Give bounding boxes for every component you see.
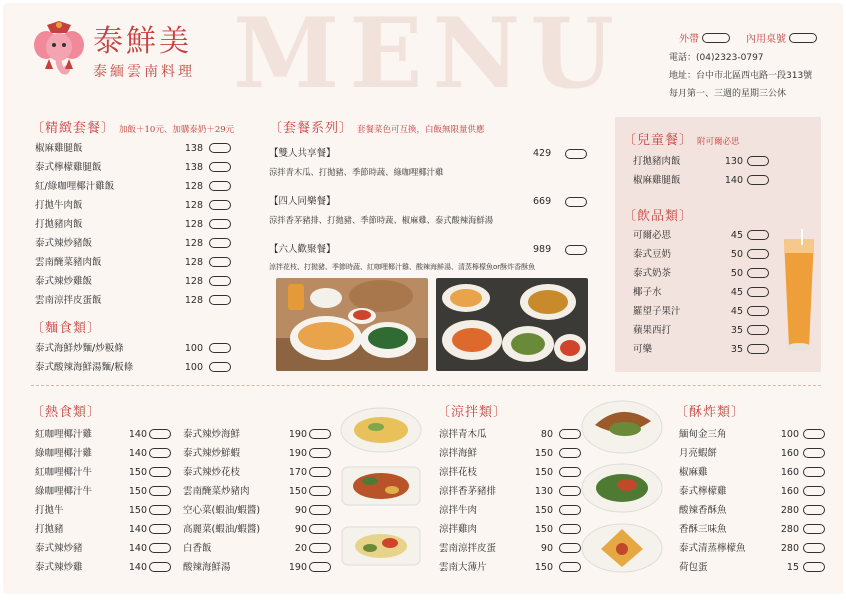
item-name: 泰式辣炒雞飯 <box>35 276 93 287</box>
item-name: 雲南醃菜炒豬肉 <box>183 486 250 497</box>
item-price: 150 <box>128 486 147 497</box>
item-price: 150 <box>534 448 553 459</box>
set-meals-section <box>31 117 236 310</box>
order-checkbox[interactable] <box>559 429 581 439</box>
order-checkbox[interactable] <box>747 230 769 240</box>
item-name: 雲南大薄片 <box>439 562 487 573</box>
drinks-section <box>623 205 813 359</box>
menu-item[interactable] <box>31 234 236 253</box>
item-name: 緬甸金三角 <box>679 429 727 440</box>
item-name: 涼拌香茅豬排 <box>439 486 497 497</box>
order-checkbox[interactable] <box>149 448 171 458</box>
combo-name: 【六人歡聚餐】 <box>269 244 336 255</box>
item-price: 100 <box>780 429 799 440</box>
item-name: 酸辣香酥魚 <box>679 505 727 516</box>
item-name: 泰式辣炒雞 <box>35 562 83 573</box>
menu-item[interactable] <box>183 501 333 520</box>
item-name: 泰式辣炒豬 <box>35 543 83 554</box>
item-name: 涼拌牛肉 <box>439 505 478 516</box>
order-checkbox[interactable] <box>149 467 171 477</box>
item-price: 160 <box>780 448 799 459</box>
set-meal-list <box>31 139 236 310</box>
noodle-list <box>31 339 236 377</box>
menu-item[interactable] <box>183 463 333 482</box>
combo-photo-two <box>436 278 588 371</box>
item-name: 打拋豬肉飯 <box>633 156 681 167</box>
menu-item[interactable] <box>183 425 333 444</box>
section-title: 〔熱食類〕 <box>31 405 102 420</box>
menu-item[interactable] <box>623 264 813 283</box>
order-checkbox[interactable] <box>149 524 171 534</box>
menu-item[interactable] <box>623 302 813 321</box>
order-checkbox[interactable] <box>747 175 769 185</box>
item-price: 280 <box>780 543 799 554</box>
section-note: 加飯＋10元、加購泰奶＋29元 <box>119 125 235 135</box>
order-checkbox[interactable] <box>559 505 581 515</box>
combo-section <box>269 117 599 280</box>
item-price: 128 <box>184 181 203 192</box>
menu-item[interactable] <box>623 152 813 171</box>
item-name: 可爾必思 <box>633 230 672 241</box>
item-name: 綠咖哩椰汁雞 <box>35 448 93 459</box>
item-name: 泰式辣炒豬飯 <box>35 238 93 249</box>
stir-fry-dish-photo <box>340 463 422 509</box>
section-title: 〔兒童餐〕 附可爾必思 <box>623 133 740 148</box>
menu-item[interactable] <box>439 520 597 539</box>
menu-item[interactable] <box>439 444 597 463</box>
order-checkbox[interactable] <box>559 486 581 496</box>
item-price: 128 <box>184 295 203 306</box>
menu-item[interactable] <box>679 558 825 577</box>
drink-list <box>623 226 813 359</box>
order-checkbox[interactable] <box>803 524 825 534</box>
menu-item[interactable] <box>679 444 825 463</box>
order-checkbox[interactable] <box>309 524 331 534</box>
item-price: 150 <box>534 562 553 573</box>
combo-name: 【四人同樂餐】 <box>269 196 336 207</box>
order-checkbox[interactable] <box>309 448 331 458</box>
menu-page <box>3 3 843 594</box>
salad-dish-photo <box>581 463 663 513</box>
order-checkbox[interactable] <box>803 467 825 477</box>
order-checkbox[interactable] <box>149 486 171 496</box>
item-price: 190 <box>288 429 307 440</box>
item-price: 160 <box>780 486 799 497</box>
order-checkbox[interactable] <box>559 448 581 458</box>
section-title: 〔飲品類〕 <box>623 209 694 224</box>
item-price: 280 <box>780 524 799 535</box>
item-price: 45 <box>730 230 743 241</box>
hot-dishes-section <box>31 401 331 573</box>
menu-item[interactable] <box>439 558 597 577</box>
kids-list <box>623 152 813 190</box>
order-checkbox[interactable] <box>747 306 769 316</box>
order-checkbox[interactable] <box>209 238 231 248</box>
salad-section <box>437 401 597 573</box>
item-name: 蘋果西打 <box>633 325 672 336</box>
item-price: 80 <box>540 429 553 440</box>
item-name: 羅望子果汁 <box>633 306 681 317</box>
order-checkbox[interactable] <box>747 249 769 259</box>
section-note: 套餐菜色可互換，白飯無限量供應 <box>357 125 485 135</box>
item-name: 泰式辣炒海鮮 <box>183 429 241 440</box>
item-price: 150 <box>288 486 307 497</box>
fried-list <box>679 425 825 577</box>
item-price: 128 <box>184 219 203 230</box>
menu-item[interactable] <box>35 501 175 520</box>
item-price: 140 <box>128 543 147 554</box>
item-name: 香酥三味魚 <box>679 524 727 535</box>
menu-item[interactable] <box>679 425 825 444</box>
combo-list <box>269 144 599 280</box>
item-price: 90 <box>540 543 553 554</box>
item-price: 140 <box>128 562 147 573</box>
order-checkbox[interactable] <box>565 149 587 159</box>
takeout-label: 外帶 <box>679 34 699 45</box>
combo-desc: 涼拌香茅豬排、打拋豬、季節時蔬、椒麻雞、泰式酸辣海鮮湯 <box>269 215 494 225</box>
order-checkbox[interactable] <box>803 448 825 458</box>
brand-subtitle: 泰緬雲南料理 <box>93 64 195 80</box>
order-checkbox[interactable] <box>565 197 587 207</box>
combo-price: 429 <box>533 148 552 159</box>
item-name: 泰式豆奶 <box>633 249 672 260</box>
item-price: 50 <box>730 268 743 279</box>
order-type <box>679 30 833 45</box>
item-name: 月亮蝦餅 <box>679 448 718 459</box>
item-price: 90 <box>294 524 307 535</box>
item-price: 138 <box>184 162 203 173</box>
order-checkbox[interactable] <box>149 562 171 572</box>
menu-item[interactable] <box>679 463 825 482</box>
menu-item[interactable] <box>31 177 236 196</box>
menu-item[interactable] <box>31 291 236 310</box>
item-name: 椒麻雞 <box>679 467 708 478</box>
menu-item[interactable] <box>183 558 333 577</box>
item-name: 荷包蛋 <box>679 562 708 573</box>
menu-item[interactable] <box>31 272 236 291</box>
menu-item[interactable] <box>439 425 597 444</box>
item-price: 15 <box>786 562 799 573</box>
takeout-checkbox[interactable] <box>702 33 730 43</box>
item-name: 泰式檸檬雞腿飯 <box>35 162 102 173</box>
hot-dishes-column-1 <box>35 425 175 577</box>
curry-dish-photo <box>340 407 422 453</box>
item-price: 128 <box>184 200 203 211</box>
combo-name: 【雙人共享餐】 <box>269 148 336 159</box>
order-checkbox[interactable] <box>209 219 231 229</box>
order-checkbox[interactable] <box>747 287 769 297</box>
menu-item[interactable] <box>35 425 175 444</box>
item-price: 35 <box>730 325 743 336</box>
item-price: 150 <box>128 505 147 516</box>
menu-item[interactable] <box>35 558 175 577</box>
item-name: 雲南醃菜豬肉飯 <box>35 257 102 268</box>
item-name: 泰式酸辣海鮮湯麵/粄條 <box>35 362 134 373</box>
item-price: 190 <box>288 562 307 573</box>
item-name: 紅/綠咖哩椰汁雞飯 <box>35 181 115 192</box>
menu-item[interactable] <box>31 196 236 215</box>
menu-item[interactable] <box>31 358 236 377</box>
menu-item[interactable] <box>35 444 175 463</box>
item-name: 涼拌花枝 <box>439 467 478 478</box>
item-name: 白香飯 <box>183 543 212 554</box>
menu-item[interactable] <box>623 321 813 340</box>
order-checkbox[interactable] <box>209 181 231 191</box>
item-name: 打拋豬 <box>35 524 64 535</box>
combo-photo-one <box>276 278 428 371</box>
order-checkbox[interactable] <box>803 486 825 496</box>
menu-item[interactable] <box>31 339 236 358</box>
combo-item[interactable] <box>269 192 599 240</box>
item-name: 泰式海鮮炒麵/炒粄條 <box>35 343 124 354</box>
item-name: 可樂 <box>633 344 653 355</box>
order-checkbox[interactable] <box>803 505 825 515</box>
order-checkbox[interactable] <box>803 543 825 553</box>
menu-item[interactable] <box>679 501 825 520</box>
closed-days: 每月第一、三週的星期三公休 <box>669 89 787 99</box>
menu-item[interactable] <box>623 245 813 264</box>
section-title: 〔套餐系列〕 套餐菜色可互換，白飯無限量供應 <box>269 121 485 136</box>
item-price: 128 <box>184 276 203 287</box>
order-checkbox[interactable] <box>747 325 769 335</box>
menu-item[interactable] <box>183 539 333 558</box>
dine-in-label: 內用桌號 <box>746 34 786 45</box>
salad-list <box>439 425 597 577</box>
order-checkbox[interactable] <box>209 276 231 286</box>
item-name: 打拋牛肉飯 <box>35 200 83 211</box>
item-price: 130 <box>724 156 743 167</box>
order-checkbox[interactable] <box>565 245 587 255</box>
noodles-section <box>31 317 236 377</box>
section-divider <box>31 385 821 387</box>
elephant-logo <box>33 21 85 75</box>
combo-price: 669 <box>533 196 552 207</box>
menu-item[interactable] <box>679 539 825 558</box>
menu-item[interactable] <box>623 340 813 359</box>
order-checkbox[interactable] <box>803 429 825 439</box>
item-price: 45 <box>730 306 743 317</box>
item-name: 涼拌海鮮 <box>439 448 478 459</box>
order-checkbox[interactable] <box>559 562 581 572</box>
menu-item[interactable] <box>35 482 175 501</box>
item-price: 90 <box>294 505 307 516</box>
item-price: 35 <box>730 344 743 355</box>
menu-item[interactable] <box>35 539 175 558</box>
order-checkbox[interactable] <box>309 467 331 477</box>
section-title: 〔精緻套餐〕 加飯＋10元、加購泰奶＋29元 <box>31 121 235 136</box>
order-checkbox[interactable] <box>209 295 231 305</box>
item-price: 150 <box>128 467 147 478</box>
contact-info <box>669 49 812 103</box>
menu-item[interactable] <box>439 539 597 558</box>
order-checkbox[interactable] <box>209 343 231 353</box>
table-number-field[interactable] <box>789 33 817 43</box>
brand-name: 泰鮮美 <box>93 24 192 59</box>
item-name: 紅咖哩椰汁雞 <box>35 429 93 440</box>
item-name: 涼拌雞肉 <box>439 524 478 535</box>
order-checkbox[interactable] <box>309 562 331 572</box>
item-price: 140 <box>128 429 147 440</box>
combo-item[interactable] <box>269 144 599 192</box>
fried-section <box>675 401 825 573</box>
menu-item[interactable] <box>679 520 825 539</box>
combo-desc: 涼拌花枝、打拋豬、季節時蔬、紅咖哩椰汁雞、酸辣海鮮湯、清蒸檸檬魚or酥炸香酥魚 <box>269 263 536 271</box>
item-name: 椰子水 <box>633 287 662 298</box>
fried-fish-dish-photo <box>581 395 663 455</box>
menu-item[interactable] <box>183 444 333 463</box>
item-price: 128 <box>184 257 203 268</box>
hot-dishes-column-2 <box>183 425 333 577</box>
order-checkbox[interactable] <box>803 562 825 572</box>
item-name: 泰式奶茶 <box>633 268 672 279</box>
item-price: 100 <box>184 362 203 373</box>
item-price: 45 <box>730 287 743 298</box>
menu-item[interactable] <box>31 158 236 177</box>
combo-item[interactable] <box>269 240 599 280</box>
item-name: 打拋牛 <box>35 505 64 516</box>
item-price: 100 <box>184 343 203 354</box>
order-checkbox[interactable] <box>559 543 581 553</box>
item-price: 128 <box>184 238 203 249</box>
combo-desc: 涼拌青木瓜、打拋豬、季節時蔬、綠咖哩椰汁雞 <box>269 167 444 177</box>
item-price: 50 <box>730 249 743 260</box>
item-price: 138 <box>184 143 203 154</box>
item-name: 泰式清蒸檸檬魚 <box>679 543 746 554</box>
item-name: 雲南涼拌皮蛋飯 <box>35 295 102 306</box>
menu-item[interactable] <box>439 482 597 501</box>
item-price: 20 <box>294 543 307 554</box>
order-checkbox[interactable] <box>559 467 581 477</box>
menu-watermark: MENU <box>233 3 624 110</box>
order-checkbox[interactable] <box>149 543 171 553</box>
menu-item[interactable] <box>623 226 813 245</box>
menu-item[interactable] <box>31 215 236 234</box>
item-price: 150 <box>534 505 553 516</box>
menu-item[interactable] <box>679 482 825 501</box>
section-title: 〔涼拌類〕 <box>437 405 508 420</box>
order-checkbox[interactable] <box>747 156 769 166</box>
menu-item[interactable] <box>31 139 236 158</box>
order-checkbox[interactable] <box>309 543 331 553</box>
order-checkbox[interactable] <box>209 257 231 267</box>
order-checkbox[interactable] <box>209 143 231 153</box>
item-price: 140 <box>724 175 743 186</box>
menu-item[interactable] <box>31 253 236 272</box>
item-name: 泰式檸檬雞 <box>679 486 727 497</box>
order-checkbox[interactable] <box>747 268 769 278</box>
item-price: 160 <box>780 467 799 478</box>
brand <box>93 25 195 81</box>
order-checkbox[interactable] <box>309 429 331 439</box>
order-checkbox[interactable] <box>209 362 231 372</box>
order-checkbox[interactable] <box>747 344 769 354</box>
item-name: 涼拌青木瓜 <box>439 429 487 440</box>
order-checkbox[interactable] <box>209 200 231 210</box>
order-checkbox[interactable] <box>149 505 171 515</box>
item-name: 綠咖哩椰汁牛 <box>35 486 93 497</box>
item-price: 150 <box>534 524 553 535</box>
kids-section <box>623 129 813 190</box>
menu-item[interactable] <box>35 520 175 539</box>
item-price: 150 <box>534 467 553 478</box>
item-name: 雲南涼拌皮蛋 <box>439 543 497 554</box>
item-name: 紅咖哩椰汁牛 <box>35 467 93 478</box>
item-name: 泰式辣炒花枝 <box>183 467 241 478</box>
item-price: 130 <box>534 486 553 497</box>
item-price: 140 <box>128 524 147 535</box>
order-checkbox[interactable] <box>559 524 581 534</box>
papaya-dish-photo <box>340 523 422 569</box>
item-price: 280 <box>780 505 799 516</box>
item-name: 打拋豬肉飯 <box>35 219 83 230</box>
order-checkbox[interactable] <box>149 429 171 439</box>
phone: 電話：(04)2323-0797 <box>669 53 764 63</box>
item-name: 酸辣海鮮湯 <box>183 562 231 573</box>
item-name: 高麗菜(蝦油/蝦醬) <box>183 524 261 535</box>
section-title: 〔麵食類〕 <box>31 321 102 336</box>
section-note: 附可爾必思 <box>697 137 740 147</box>
order-checkbox[interactable] <box>209 162 231 172</box>
order-checkbox[interactable] <box>309 505 331 515</box>
order-checkbox[interactable] <box>309 486 331 496</box>
item-price: 190 <box>288 448 307 459</box>
menu-item[interactable] <box>623 283 813 302</box>
item-price: 170 <box>288 467 307 478</box>
menu-item[interactable] <box>183 520 333 539</box>
menu-item[interactable] <box>439 463 597 482</box>
menu-item[interactable] <box>623 171 813 190</box>
address: 地址：台中市北區西屯路一段313號 <box>669 71 813 81</box>
item-name: 空心菜(蝦油/蝦醬) <box>183 505 261 516</box>
combo-price: 989 <box>533 244 552 255</box>
menu-item[interactable] <box>35 463 175 482</box>
section-title: 〔酥炸類〕 <box>675 405 746 420</box>
menu-item[interactable] <box>183 482 333 501</box>
menu-item[interactable] <box>439 501 597 520</box>
item-name: 椒麻雞腿飯 <box>633 175 681 186</box>
item-name: 椒麻雞腿飯 <box>35 143 83 154</box>
item-price: 140 <box>128 448 147 459</box>
shrimp-cake-dish-photo <box>581 523 663 573</box>
item-name: 泰式辣炒鮮蝦 <box>183 448 241 459</box>
